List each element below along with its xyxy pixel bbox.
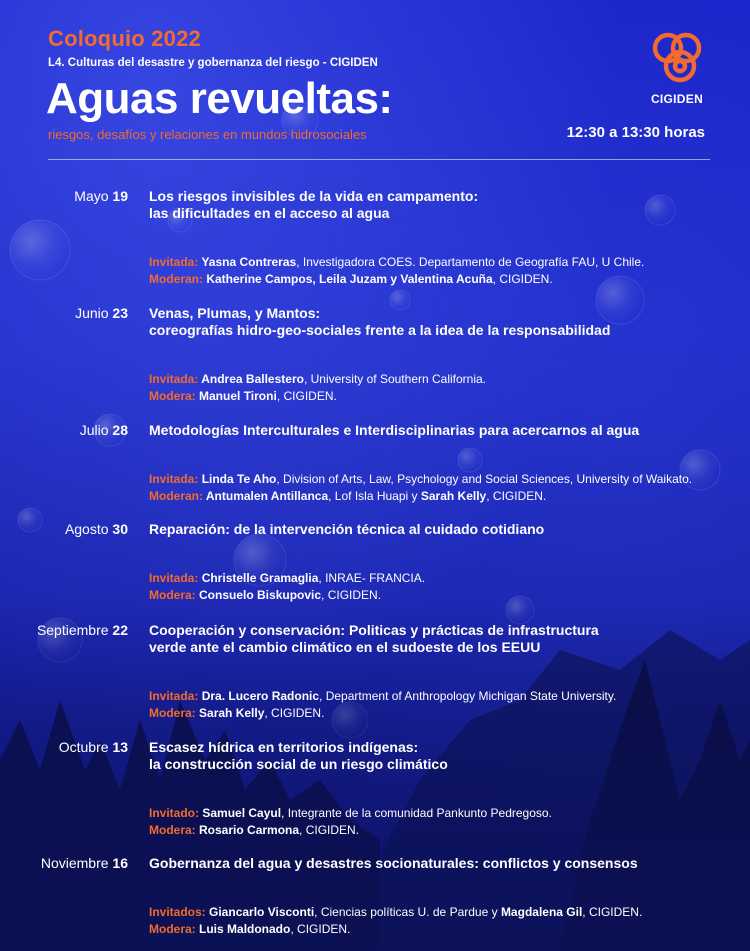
session-title: [149, 305, 729, 339]
person-affiliation: , Division of Arts, Law, Psychology and Social Sciences, University of Waikato.: [276, 472, 693, 486]
session-day: 28: [112, 422, 128, 438]
session-title-line: Gobernanza del agua y desastres socionaturales: conflictos y consensos: [149, 855, 638, 871]
person-row: [149, 570, 739, 587]
session-title-line: verde ante el cambio climático en el sudoeste de los EEUU: [149, 639, 541, 655]
person-role: Modera:: [149, 706, 200, 720]
person-affiliation: , CIGIDEN.: [276, 389, 337, 403]
person-role: Invitada:: [149, 255, 202, 269]
person-row: [149, 705, 739, 722]
person-role: Invitada:: [149, 472, 202, 486]
person-name: Consuelo Biskupovic: [199, 588, 322, 602]
session-day: 16: [112, 855, 128, 871]
person-role: Invitado:: [149, 806, 203, 820]
person-affiliation: , Lof Isla Huapi y: [328, 489, 421, 503]
person-affiliation: , Integrante de la comunidad Pankunto Pedregoso.: [281, 806, 552, 820]
person-affiliation: , CIGIDEN.: [290, 922, 351, 936]
person-affiliation: , CIGIDEN.: [321, 588, 382, 602]
person-row: [149, 488, 739, 505]
session-title-line: la construcción social de un riesgo climático: [149, 756, 448, 772]
event-time: 12:30 a 13:30 horas: [566, 124, 705, 141]
event-subtitle: riesgos, desafíos y relaciones en mundos hidrosociales: [48, 127, 367, 142]
session-day: 22: [112, 622, 128, 638]
session-people: [149, 688, 739, 722]
person-affiliation: , CIGIDEN.: [264, 706, 325, 720]
person-affiliation: , CIGIDEN.: [299, 823, 360, 837]
session-title: [149, 521, 729, 538]
person-name: Luis Maldonado: [199, 922, 291, 936]
session-month: Mayo: [74, 188, 113, 204]
person-affiliation: , CIGIDEN.: [492, 272, 553, 286]
person-name: Andrea Ballestero: [201, 372, 304, 386]
session-people: [149, 570, 739, 604]
session-date: [80, 422, 128, 438]
person-row: [149, 271, 739, 288]
session-title: [149, 855, 729, 872]
session-title-line: Cooperación y conservación: Politicas y prácticas de infrastructura: [149, 622, 599, 638]
person-row: [149, 371, 739, 388]
header-divider: [48, 159, 710, 160]
person-name: Dra. Lucero Radonic: [201, 689, 320, 703]
person-row: [149, 921, 739, 938]
person-name: Giancarlo Visconti: [209, 905, 315, 919]
session-title: [149, 739, 729, 773]
event-line: L4. Culturas del desastre y gobernanza del riesgo - CIGIDEN: [48, 57, 378, 69]
person-name: Manuel Tironi: [199, 389, 277, 403]
person-role: Modera:: [149, 389, 200, 403]
person-row: [149, 254, 739, 271]
session-people: [149, 805, 739, 839]
person-role: Modera:: [149, 588, 200, 602]
person-affiliation: , CIGIDEN.: [486, 489, 547, 503]
person-role: Moderan:: [149, 489, 206, 503]
person-name: Rosario Carmona: [199, 823, 300, 837]
session-month: Noviembre: [40, 855, 113, 871]
session-day: 23: [112, 305, 128, 321]
person-row: [149, 822, 739, 839]
session-title-line: Los riesgos invisibles de la vida en campamento:: [149, 188, 479, 204]
session-month: Agosto: [64, 521, 113, 537]
session-date: [74, 188, 128, 204]
session-title-line: Metodologías Interculturales e Interdisciplinarias para acercarnos al agua: [149, 422, 640, 438]
session-title: [149, 622, 729, 656]
person-name: Antumalen Antillanca: [205, 489, 329, 503]
person-affiliation: , Investigadora COES. Departamento de Geografía FAU, U Chile.: [296, 255, 645, 269]
session-people: [149, 254, 739, 288]
person-name: Linda Te Aho: [201, 472, 277, 486]
session-people: [149, 904, 739, 938]
session-month: Junio: [75, 305, 113, 321]
person-name: Samuel Cayul: [202, 806, 282, 820]
session-people: [149, 471, 739, 505]
person-name: Katherine Campos, Leila Juzam y Valentina Acuña: [206, 272, 493, 286]
person-affiliation: , CIGIDEN.: [582, 905, 643, 919]
session-title-line: Reparación: de la intervención técnica al cuidado cotidiano: [149, 521, 545, 537]
person-name: Sarah Kelly: [420, 489, 487, 503]
person-name: Yasna Contreras: [201, 255, 297, 269]
session-title-line: Escasez hídrica en territorios indígenas:: [149, 739, 419, 755]
person-row: [149, 805, 739, 822]
session-date: [41, 855, 128, 871]
session-day: 13: [112, 739, 128, 755]
session-title-line: Venas, Plumas, y Mantos:: [149, 305, 321, 321]
person-role: Modera:: [149, 823, 200, 837]
person-name: Christelle Gramaglia: [201, 571, 319, 585]
person-role: Invitada:: [149, 689, 202, 703]
session-month: Julio: [79, 422, 113, 438]
person-row: [149, 688, 739, 705]
event-eyebrow: Coloquio 2022: [48, 26, 201, 51]
person-role: Invitados:: [149, 905, 210, 919]
session-date: [37, 622, 128, 638]
session-date: [75, 305, 128, 321]
person-row: [149, 904, 739, 921]
person-name: Magdalena Gil: [500, 905, 583, 919]
session-month: Septiembre: [36, 622, 113, 638]
person-row: [149, 388, 739, 405]
session-title: [149, 422, 729, 439]
session-people: [149, 371, 739, 405]
person-affiliation: , University of Southern California.: [303, 372, 487, 386]
session-day: 30: [112, 521, 128, 537]
logo-wordmark: CIGIDEN: [650, 92, 704, 106]
session-day: 19: [112, 188, 128, 204]
person-role: Modera:: [149, 922, 200, 936]
person-row: [149, 587, 739, 604]
session-title: [149, 188, 729, 222]
person-affiliation: , Ciencias políticas U. de Pardue y: [314, 905, 501, 919]
session-title-line: las dificultades en el acceso al agua: [149, 205, 390, 221]
person-row: [149, 471, 739, 488]
session-date: [59, 739, 128, 755]
event-title: Aguas revueltas:: [46, 74, 393, 123]
person-affiliation: , Department of Anthropology Michigan State University.: [319, 689, 617, 703]
person-name: Sarah Kelly: [199, 706, 265, 720]
person-affiliation: , INRAE- FRANCIA.: [318, 571, 426, 585]
person-role: Invitada:: [149, 571, 202, 585]
session-title-line: coreografías hidro-geo-sociales frente a la idea de la responsabilidad: [149, 322, 611, 338]
person-role: Moderan:: [149, 272, 207, 286]
person-role: Invitada:: [149, 372, 202, 386]
session-month: Octubre: [58, 739, 113, 755]
session-date: [65, 521, 128, 537]
